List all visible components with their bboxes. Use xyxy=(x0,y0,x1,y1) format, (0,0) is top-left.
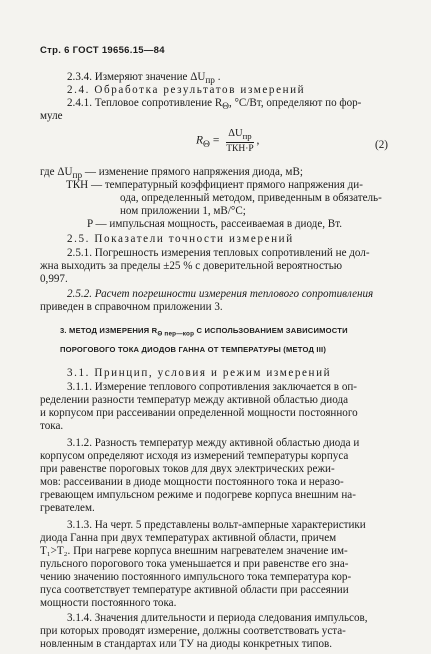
para-line: при равенстве пороговых токов для двух электрических режи- xyxy=(40,463,335,475)
para-line: пуса соответствует температуре активной области при рассеянии xyxy=(40,584,349,596)
para-line: T₁>T₂. При нагреве корпуса внешним нагревателем значение им- xyxy=(40,545,348,557)
para-line: корпусом определяют исходя из измерений температуры корпуса xyxy=(40,450,349,462)
para-line: муле xyxy=(40,110,63,122)
equation-number: (2) xyxy=(375,139,388,151)
para-line: мощности постоянного тока. xyxy=(40,597,177,609)
definition-line: где $\Delta U_{пр}$ — изменение прямого напряжения диода, мВ; xyxy=(40,166,303,182)
para-line: 3.1.4. Значения длительности и периода следования импульсов, xyxy=(67,612,368,624)
definition-line: ТКН — температурный коэффициент прямого напряжения ди- xyxy=(66,179,363,191)
definition-line: ода, определенный методом, приведенным в обязатель- xyxy=(120,192,382,204)
section-3-title: ПОРОГОВОГО ТОКА ДИОДОВ ГАННА ОТ ТЕМПЕРАТУРЫ (МЕТОД III) xyxy=(60,345,327,354)
section-3-title: 3. МЕТОД ИЗМЕРЕНИЯ $R_{\Theta пер—кор}$ С ИСПОЛЬЗОВАНИЕМ ЗАВИСИМОСТИ xyxy=(60,326,348,338)
para-line: гревателем. xyxy=(40,502,95,514)
para-line: пульсного порогового тока уменьшается и при равенстве его зна- xyxy=(40,558,349,570)
para-2-4-1-line: 2.4.1. Тепловое сопротивление $R_\Theta$, °С/Вт, определяют по фор- xyxy=(67,97,362,113)
para-line: тока. xyxy=(40,420,64,432)
definition-line: ном приложении 1, мВ/°С; xyxy=(120,205,246,217)
page-header: Стр. 6 ГОСТ 19656.15—84 xyxy=(40,45,165,56)
para-line: и корпусом при рассеивании определенной мощности постоянного xyxy=(40,407,358,419)
para-line: ределении разности температур между активной областью диода xyxy=(40,394,349,406)
para-line: диода Ганна при двух температурах активной области, причем xyxy=(40,532,337,544)
para-line: чению значению постоянного импульсного тока температура кор- xyxy=(40,571,352,583)
para-line: 3.1.2. Разность температур между активной областью диода и xyxy=(67,437,360,449)
para-line: жна выходить за пределы ±25 % с доверительной вероятностью xyxy=(40,260,343,272)
section-heading-2-4: 2.4. Обработка результатов измерений xyxy=(67,84,306,96)
para-line: 3.1.3. На черт. 5 представлены вольт-амперные характеристики xyxy=(67,519,366,531)
para-line: 3.1.1. Измерение теплового сопротивления заключается в оп- xyxy=(67,381,357,393)
para-line: 2.5.2. Расчет погрешности измерения теплового сопротивления xyxy=(67,288,374,300)
section-heading-2-5: 2.5. Показатели точности измерений xyxy=(67,233,294,245)
para-line: приведен в справочном приложении 3. xyxy=(40,301,223,313)
para-line: при которых проводят измерение, должны соответствовать уста- xyxy=(40,625,346,637)
para-line: гревающем импульсном режиме и подогреве корпуса внешним на- xyxy=(40,489,356,501)
para-2-3-4: 2.3.4. Измеряют значение $\Delta U_{пр}$ . xyxy=(67,71,221,87)
definition-line: P — импульсная мощность, рассеиваемая в диоде, Вт. xyxy=(87,218,342,230)
section-heading-3-1: 3.1. Принцип, условия и режим измерений xyxy=(67,367,332,379)
para-line: 2.5.1. Погрешность измерения тепловых сопротивлений не дол- xyxy=(67,247,370,259)
para-line: новленным в стандартах или ТУ на диоды конкретных типов. xyxy=(40,638,333,650)
para-line: 0,997. xyxy=(40,273,68,285)
formula-2: $R_\Theta$ = $\frac{\Delta U_{пр}}{\text{ТКН·P}}$ , xyxy=(196,128,260,155)
para-line: мов: рассеивании в диоде мощности постоянного тока и неразо- xyxy=(40,476,344,488)
